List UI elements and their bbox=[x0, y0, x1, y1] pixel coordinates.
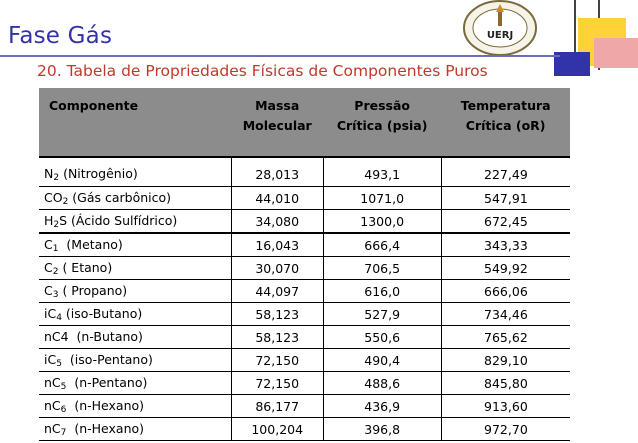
table-row bbox=[39, 157, 570, 187]
cell-massa: 44,097 bbox=[231, 280, 323, 303]
table-row bbox=[39, 257, 570, 280]
header-pressao: Pressão Crítica (psia) bbox=[323, 88, 441, 157]
cell-pressao: 488,6 bbox=[323, 372, 441, 395]
page-title: Fase Gás bbox=[8, 23, 113, 49]
cell-pressao: 666,4 bbox=[323, 233, 441, 257]
cell-massa: 28,013 bbox=[231, 157, 323, 187]
cell-componente: nC4 (n-Butano) bbox=[39, 326, 231, 349]
cell-massa: 16,043 bbox=[231, 233, 323, 257]
cell-massa: 72,150 bbox=[231, 372, 323, 395]
cell-pressao: 527,9 bbox=[323, 303, 441, 326]
header-temperatura: Temperatura Crítica (oR) bbox=[441, 88, 570, 157]
cell-componente: $nC_6$ (n-Hexano) bbox=[39, 395, 231, 418]
cell-temperatura: 666,06 bbox=[441, 280, 570, 303]
cell-temperatura: 972,70 bbox=[441, 418, 570, 441]
cell-massa: 86,177 bbox=[231, 395, 323, 418]
svg-text:UERJ: UERJ bbox=[486, 30, 514, 41]
cell-componente: $iC_4$ (iso-Butano) bbox=[39, 303, 231, 326]
table-row bbox=[39, 372, 570, 395]
header-massa: Massa Molecular bbox=[231, 88, 323, 157]
table-row bbox=[39, 418, 570, 441]
cell-massa: 100,204 bbox=[231, 418, 323, 441]
cell-temperatura: 845,80 bbox=[441, 372, 570, 395]
cell-temperatura: 765,62 bbox=[441, 326, 570, 349]
header-componente: Componente bbox=[39, 88, 231, 157]
table-row bbox=[39, 210, 570, 234]
table-row bbox=[39, 326, 570, 349]
cell-massa: 34,080 bbox=[231, 210, 323, 234]
cell-temperatura: 734,46 bbox=[441, 303, 570, 326]
cell-pressao: 1300,0 bbox=[323, 210, 441, 234]
cell-componente: $nC_5$ (n-Pentano) bbox=[39, 372, 231, 395]
table-row bbox=[39, 233, 570, 257]
table-row bbox=[39, 280, 570, 303]
cell-massa: 72,150 bbox=[231, 349, 323, 372]
table-row bbox=[39, 303, 570, 326]
cell-componente: $CO_2$ (Gás carbônico) bbox=[39, 187, 231, 210]
cell-componente: $C_1$ (Metano) bbox=[39, 233, 231, 257]
cell-temperatura: 227,49 bbox=[441, 157, 570, 187]
cell-componente: $C_3$ ( Propano) bbox=[39, 280, 231, 303]
cell-componente: $C_2$ ( Etano) bbox=[39, 257, 231, 280]
cell-temperatura: 829,10 bbox=[441, 349, 570, 372]
title-divider bbox=[0, 55, 560, 57]
table-row bbox=[39, 395, 570, 418]
cell-temperatura: 343,33 bbox=[441, 233, 570, 257]
table-subtitle: 20. Tabela de Propriedades Físicas de Componentes Puros bbox=[37, 62, 488, 80]
cell-pressao: 396,8 bbox=[323, 418, 441, 441]
table-row bbox=[39, 349, 570, 372]
decorative-square-red bbox=[594, 38, 638, 68]
cell-componente: $nC_7$ (n-Hexano) bbox=[39, 418, 231, 441]
table-row bbox=[39, 187, 570, 210]
cell-componente: $iC_5$ (iso-Pentano) bbox=[39, 349, 231, 372]
cell-pressao: 616,0 bbox=[323, 280, 441, 303]
cell-massa: 30,070 bbox=[231, 257, 323, 280]
cell-pressao: 490,4 bbox=[323, 349, 441, 372]
cell-massa: 58,123 bbox=[231, 303, 323, 326]
table-header-row bbox=[39, 88, 570, 157]
cell-pressao: 550,6 bbox=[323, 326, 441, 349]
cell-pressao: 1071,0 bbox=[323, 187, 441, 210]
cell-componente: $H_2S$ (Ácido Sulfídrico) bbox=[39, 210, 231, 234]
cell-temperatura: 672,45 bbox=[441, 210, 570, 234]
cell-temperatura: 547,91 bbox=[441, 187, 570, 210]
properties-table bbox=[39, 88, 570, 441]
cell-massa: 58,123 bbox=[231, 326, 323, 349]
cell-pressao: 706,5 bbox=[323, 257, 441, 280]
cell-componente: $N_2$ (Nitrogênio) bbox=[39, 157, 231, 187]
cell-temperatura: 549,92 bbox=[441, 257, 570, 280]
cell-pressao: 436,9 bbox=[323, 395, 441, 418]
cell-massa: 44,010 bbox=[231, 187, 323, 210]
university-seal-logo bbox=[452, 0, 548, 60]
cell-temperatura: 913,60 bbox=[441, 395, 570, 418]
cell-pressao: 493,1 bbox=[323, 157, 441, 187]
